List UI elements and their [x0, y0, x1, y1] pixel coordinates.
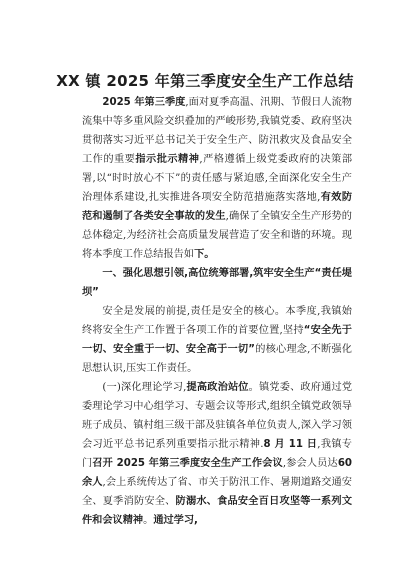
subsection-1-text-4: ,会上系统传达了省、市关于防汛工作、暑期道路交通安全、夏季消防安全、 — [82, 477, 352, 507]
meeting-date: 8 月 11 日 — [263, 439, 318, 450]
attendee-count: 60 余人 — [82, 458, 352, 488]
meeting-name: 召开 2025 年第三季度安全生产工作会议 — [92, 458, 283, 469]
section-1-bold: “安全先于一切、安全重于一切、安全高于一切” — [82, 325, 352, 355]
section-1-text-end: 的核心理念,不断强化思想认识,压实工作责任。 — [82, 344, 352, 374]
subsection-1-text-3: ,参会人员达 — [282, 458, 338, 469]
intro-bold-3: 下。 — [194, 249, 215, 260]
document-body — [82, 93, 352, 530]
document-title: XX 镇 2025 年第三季度安全生产工作总结 — [56, 72, 354, 90]
subsection-1-paragraph — [82, 378, 352, 530]
subsection-1-text-5: 。 — [143, 515, 154, 526]
subsection-1-heading: (一)深化理论学习, — [102, 382, 187, 393]
intro-lead: 2025 年第三季度 — [102, 97, 186, 108]
subsection-1-bold-4: 防溺水、食品安全百日攻坚等一系列文件和会议精神 — [82, 496, 353, 526]
intro-text-1: ,面对夏季高温、汛期、节假日人流物流集中等多重风险交织叠加的严峻形势,我镇党委、政府坚决贯彻落实习近平总书记关于安全生产、防汛救灾及食品安全工作的重要 — [82, 97, 352, 165]
section-1-text: 安全是发展的前提,责任是安全的核心。本季度,我镇始终将安全生产工作置于各项工作的首要位置,坚持 — [82, 306, 352, 336]
subsection-1-heading-bold: 提高政治站位 — [186, 382, 249, 393]
subsection-1-bold-5: 通过学习, — [153, 515, 198, 526]
subsection-1-text-2: ,我镇专门 — [82, 439, 352, 469]
subsection-1-text-1: 。镇党委、政府通过党委理论学习中心组学习、专题会议等形式,组织全镇党政领导班子成员、镇村组三级干部及驻镇各单位负责人,深入学习领会习近平总书记系列重要指示批示精神. — [82, 382, 353, 450]
intro-text-3: ,确保了全镇安全生产形势的总体稳定,为经济社会高质量发展营造了安全和谐的环境。现将本季度工作总结报告如 — [82, 211, 352, 260]
intro-bold-2: 有效防范和遏制了各类安全事故的发生 — [82, 192, 353, 222]
intro-paragraph — [82, 93, 352, 264]
intro-text-2: ,严格遵循上级党委政府的决策部署,以“时时放心不下”的责任感与紧迫感,全面深化安全生产治理体系建设,扎实推进各项安全防范措施落实落地, — [82, 154, 353, 203]
section-1-paragraph — [82, 302, 352, 378]
intro-bold-1: 指示批示精神 — [135, 154, 200, 165]
section-1-heading: 一、强化思想引领,高位统筹部署,筑牢安全生产“责任堤坝” — [82, 268, 352, 298]
